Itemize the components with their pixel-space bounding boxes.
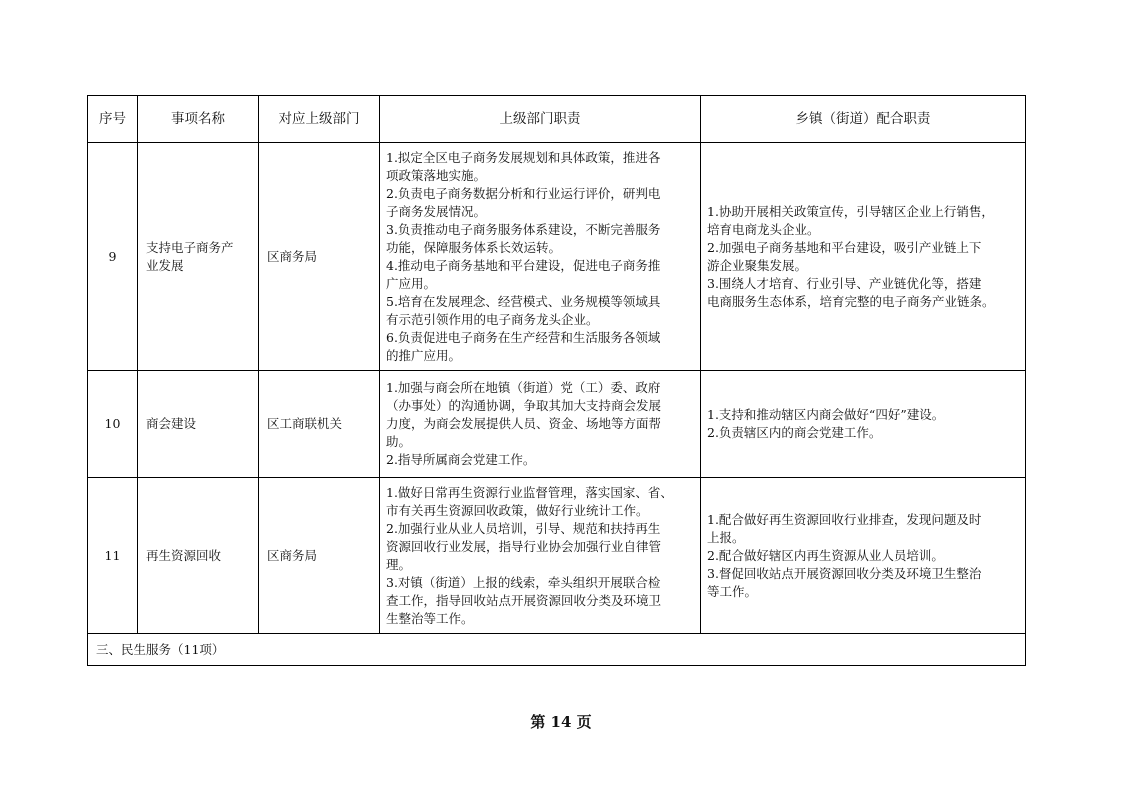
text-line: 电商服务生态体系，培育完整的电子商务产业链条。: [707, 293, 995, 309]
section-heading: 三、民生服务（11项）: [88, 634, 1026, 666]
table-row: [88, 143, 1026, 371]
text-line: 2.负责辖区内的商会党建工作。: [707, 425, 882, 440]
text-line: 广应用。: [386, 275, 437, 291]
town-duties: [701, 143, 1026, 371]
text-line: 2.指导所属商会党建工作。: [386, 452, 536, 467]
item-name: [138, 371, 259, 478]
table-row: [88, 478, 1026, 634]
text-line: 1.加强与商会所在地镇（街道）党（工）委、政府: [386, 380, 661, 395]
upper-department: 区商务局: [259, 478, 380, 634]
text-line: 支持电子商务产: [146, 239, 234, 255]
upper-duties: [380, 478, 701, 634]
text-line: 业发展: [146, 257, 184, 273]
text-line: 5.培育在发展理念、经营模式、业务规模等领域具: [386, 293, 661, 309]
upper-duties: [380, 143, 701, 371]
row-number: 11: [88, 478, 138, 634]
text-line: 2.加强行业从业人员培训，引导、规范和扶持再生: [386, 520, 661, 536]
section-row: [88, 634, 1026, 666]
upper-department: 区商务局: [259, 143, 380, 371]
header-no: 序号: [88, 96, 138, 143]
text-line: 培育电商龙头企业。: [707, 221, 820, 237]
upper-department: 区工商联机关: [259, 371, 380, 478]
text-line: 1.拟定全区电子商务发展规划和具体政策，推进各: [386, 149, 661, 165]
table-body: [88, 143, 1026, 666]
header-row: [88, 96, 1026, 143]
page-number: 第 14 页: [530, 713, 592, 731]
text-line: 6.负责促进电子商务在生产经营和生活服务各领域: [386, 329, 661, 345]
text-line: 生整治等工作。: [386, 610, 474, 626]
text-line: 再生资源回收: [146, 547, 222, 563]
row-number: 9: [88, 143, 138, 371]
text-line: 理。: [386, 556, 412, 572]
text-line: 2.配合做好辖区内再生资源从业人员培训。: [707, 547, 944, 563]
header-name: 事项名称: [138, 96, 259, 143]
text-line: 3.负责推动电子商务服务体系建设，不断完善服务: [386, 221, 661, 237]
text-line: （办事处）的沟通协调，争取其加大支持商会发展: [386, 398, 662, 413]
text-line: 查工作，指导回收站点开展资源回收分类及环境卫: [386, 592, 662, 608]
text-line: 子商务发展情况。: [386, 203, 487, 219]
text-line: 上报。: [707, 529, 745, 545]
text-line: 1.支持和推动辖区内商会做好“四好”建设。: [707, 407, 945, 422]
table-header: [88, 96, 1026, 143]
text-line: 1.做好日常再生资源行业监督管理，落实国家、省、: [386, 484, 673, 500]
header-dept: 对应上级部门: [259, 96, 380, 143]
text-line: 助。: [386, 434, 412, 449]
item-name: [138, 143, 259, 371]
item-name: [138, 478, 259, 634]
town-duties: [701, 371, 1026, 478]
table-row: [88, 371, 1026, 478]
text-line: 等工作。: [707, 583, 758, 599]
text-line: 3.督促回收站点开展资源回收分类及环境卫生整治: [707, 565, 982, 581]
text-line: 有示范引领作用的电子商务龙头企业。: [386, 311, 599, 327]
text-line: 4.推动电子商务基地和平台建设，促进电子商务推: [386, 257, 661, 273]
text-line: 3.对镇（街道）上报的线索，牵头组织开展联合检: [386, 574, 661, 590]
text-line: 商会建设: [146, 416, 197, 431]
text-line: 的推广应用。: [386, 347, 462, 363]
text-line: 2.负责电子商务数据分析和行业运行评价，研判电: [386, 185, 661, 201]
text-line: 1.配合做好再生资源回收行业排查，发现问题及时: [707, 511, 982, 527]
text-line: 3.围绕人才培育、行业引导、产业链优化等，搭建: [707, 275, 982, 291]
text-line: 1.协助开展相关政策宣传，引导辖区企业上行销售，: [707, 203, 994, 219]
text-line: 市有关再生资源回收政策，做好行业统计工作。: [386, 502, 649, 518]
text-line: 项政策落地实施。: [386, 167, 487, 183]
text-line: 2.加强电子商务基地和平台建设，吸引产业链上下: [707, 239, 982, 255]
text-line: 功能，保障服务体系长效运转。: [386, 239, 562, 255]
text-line: 游企业聚集发展。: [707, 257, 808, 273]
header-town-duty: 乡镇（街道）配合职责: [701, 96, 1026, 143]
upper-duties: [380, 371, 701, 478]
duty-table: [87, 95, 1026, 666]
text-line: 资源回收行业发展，指导行业协会加强行业自律管: [386, 538, 662, 554]
header-upper-duty: 上级部门职责: [380, 96, 701, 143]
row-number: 10: [88, 371, 138, 478]
text-line: 力度，为商会发展提供人员、资金、场地等方面帮: [386, 416, 662, 431]
town-duties: [701, 478, 1026, 634]
